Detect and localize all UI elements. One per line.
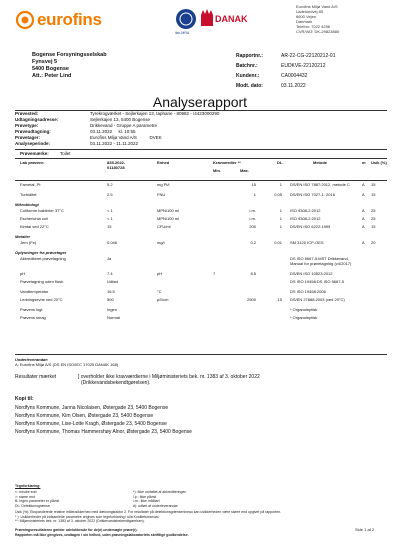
sampling-address-label: Udtagningsadresse:	[15, 117, 59, 122]
copy-line: Nordfyns Kommune, Janna Nicolaisen, Østergade 23, 5400 Bogense	[15, 405, 169, 411]
sample-mark-label: Prøvemærke:	[20, 151, 49, 156]
cell-method: ISO 9308-2:2012	[290, 216, 321, 221]
recipient-line: Bogense Forsyningsselskab	[32, 52, 107, 58]
received-date-label: Modt. dato:	[236, 83, 263, 89]
cell-param: Prøvens lugt	[20, 307, 43, 312]
lab-address-line: Danmark	[296, 19, 313, 24]
cell-method: * Organoleptisk	[290, 307, 318, 312]
cell-method: SM 3120 ICP-OES	[290, 240, 324, 245]
cell-param: Vandtemperatur	[20, 289, 49, 294]
cell-max: i.m.	[249, 216, 256, 221]
subcontractors-title: Underleverandør:	[15, 357, 49, 362]
cell-unc: 25	[371, 208, 376, 213]
group-heading: Metaller	[15, 234, 31, 239]
cell-unit: MPN/100 ml	[157, 208, 180, 213]
cell-val: Normal	[107, 315, 120, 320]
received-date-value: 03.11.2022	[281, 83, 306, 89]
cell-val: Ingen	[107, 307, 118, 312]
report-number-label: Rapportnr.:	[236, 53, 263, 59]
footer-note-2: Rapporten må ikke gengives, undtagen i sin helhed, uden prøvningslaboratoriets skriftlige godkendelse.	[15, 533, 189, 537]
subcontractors	[15, 357, 118, 367]
col-method: Metode	[313, 160, 327, 165]
copies	[15, 396, 192, 436]
customer-number-label: Kundenr.:	[236, 73, 260, 79]
lab-address-line: CVR/VAT: DK-29823880	[296, 29, 340, 34]
legend-item: *): Ikke omfattet af akkrediteringen	[133, 490, 187, 494]
cell-max: 0.2	[250, 240, 256, 245]
cell-max: 1	[253, 192, 256, 197]
copy-line: Nordfyns Kommune, Thomas Hammershøy Alnor, Østergade 23, 5400 Bogense	[15, 429, 192, 435]
lab-address-line: 6600 Vejen	[296, 14, 317, 19]
cell-val: Udført	[107, 279, 119, 284]
subcontractors-line: A: Eurofins Miljø A/S (DS EN ISO/IEC 17025 DANAK 168)	[15, 362, 119, 367]
report-title: Analyserapport	[152, 94, 248, 110]
cell-m: A	[362, 216, 365, 221]
cell-val: 2.5	[107, 192, 113, 197]
cell-dl: 0.01	[274, 240, 282, 245]
cell-dl: 1	[279, 216, 282, 221]
cell-max: 200	[249, 224, 256, 229]
cell-val: Ja	[107, 256, 112, 261]
cell-m: A	[362, 182, 365, 187]
legend-item: <: mindre end	[15, 490, 37, 494]
cell-val: 16.5	[107, 289, 115, 294]
footnote: Usik (%): Ekspanderede relative måleusikkerhed med dækningsfaktor 2. For resultater på detektionsgrænseniveau kan usikkerheden være større end opgivet på rapporten.	[15, 510, 282, 514]
danak-crown-icon	[200, 9, 214, 27]
footnote: **: Miljøministeriets bek. nr. 1383 af 3. oktober 2022 (Drikkevandsbekendtgørelsen).	[15, 519, 145, 523]
batch-number-label: Batchnr.:	[236, 63, 258, 69]
cell-m: A	[362, 192, 365, 197]
eurofins-logo-icon	[15, 10, 35, 30]
cell-dl: 1	[279, 182, 282, 187]
cell-method: DS ISO 5667-5:MST Drikkevand, Manual for prøvetagning (v4/2017)	[290, 256, 352, 266]
report-number-value: AR-22-CG-22120212-01	[281, 53, 336, 59]
col-dl: DL.	[277, 160, 284, 165]
cell-param: pH	[20, 271, 26, 276]
cell-unit: CFU/ml	[157, 224, 171, 229]
col-unit: Enhed	[157, 160, 170, 165]
legend-item: B: Ingen parameter er påvist	[15, 499, 60, 503]
legend	[15, 484, 387, 544]
sampler-value: Eurofins Miljø Vand A/S DVEK	[90, 135, 162, 140]
cell-param: Akkrediteret prøvetagning	[20, 256, 66, 261]
col-lab: Lab prøvenr:	[20, 160, 45, 165]
cell-unc: 20	[371, 240, 376, 245]
cell-max: i.m.	[249, 208, 256, 213]
cell-val: < 1	[107, 208, 113, 213]
legend-item: >: større end	[15, 494, 35, 499]
cell-param: Jern (Fe)	[20, 240, 37, 245]
cell-param: Farvetal, Pt	[20, 182, 41, 187]
customer-number-value: CA0004432	[281, 73, 308, 79]
legend-item: DL: Detektionsgrænse	[15, 503, 50, 508]
result-statement	[15, 374, 387, 390]
cell-unit: µS/cm	[157, 297, 169, 302]
cell-val: 5.2	[107, 182, 113, 187]
sample-type-value: Drikkevand - Gruppe A parametre	[90, 123, 158, 128]
results-table	[15, 182, 387, 352]
batch-number-value: EUDKVE-22120212	[281, 63, 326, 69]
cell-m: A	[362, 224, 365, 229]
cell-unit: °C	[157, 289, 162, 294]
lab-address-line: Telefon: 7022 4256	[296, 24, 331, 29]
cell-unc: 15	[371, 182, 376, 187]
analysis-period-value: 03.11.2022 - 11.11.2022	[90, 141, 139, 146]
copy-line: Nordfyns Kommune, Kim Olsen, Østergade 23, 5400 Bogense	[15, 413, 154, 419]
cell-dl: 1	[279, 208, 282, 213]
col-uncertainty: Usik (%)	[371, 160, 387, 165]
col-m: m	[362, 160, 366, 165]
cell-max: 2500	[247, 297, 256, 302]
result-text-2: (Drikkevandsbekendtgørelsen).	[81, 380, 151, 386]
eurofins-logo	[15, 9, 105, 31]
legend-item: #): udført af underleverandør	[133, 503, 178, 508]
cell-unit: pH	[157, 271, 163, 276]
cell-method: DS/EN ISO 7027-1: 2016	[290, 192, 335, 197]
group-heading: Oplysninger fra prøvetager	[15, 250, 67, 255]
col-limits: Kravværdier **	[213, 160, 241, 165]
cell-method: DS/EN ISO 10523:2012	[290, 271, 333, 276]
eurofins-logo-text: eurofins	[37, 10, 102, 29]
cell-unc: 15	[371, 224, 376, 229]
cell-val: 500	[107, 297, 114, 302]
cell-val: 7.4	[107, 271, 113, 276]
legend-right	[133, 490, 186, 508]
copy-line: Nordfyns Kommune, Lise-Lotte Kragh, Østergade 23, 5400 Bogense	[15, 421, 167, 427]
cell-method: DS ISO 19458:DS ISO 5667-5	[290, 279, 345, 284]
cell-param: Ledningsevne ved 20°C	[20, 297, 63, 302]
danak-logo	[200, 9, 246, 29]
cell-param: Prøvetagning oden flush	[20, 279, 64, 284]
cell-unc: 15	[371, 192, 376, 197]
cell-param: Coliforme bakterier 37°C	[20, 208, 64, 213]
cell-m: A	[362, 240, 365, 245]
results-table-header	[15, 160, 387, 180]
cell-method: DS/EN ISO 7887:2012, metode C	[290, 182, 350, 187]
cell-val: 15	[107, 224, 112, 229]
group-heading: Mikrobiologi	[15, 202, 39, 207]
ilac-mra-logo	[175, 8, 197, 35]
sample-info	[15, 111, 387, 147]
cell-max: 15	[251, 182, 256, 187]
footnote: * ): Usikkerheder på indsamlede parametre angives som tegnforklaring i ulla Kvalitetsmanual.	[15, 514, 160, 519]
cell-unit: mg Pt/l	[157, 182, 170, 187]
result-label: Resultater mærket	[15, 374, 57, 380]
result-text: ] overholder ikke kravværdierne i Miljøministeriets bek. nr. 1383 af 3. oktober 2022	[78, 374, 260, 380]
cell-m: A	[362, 208, 365, 213]
cell-method: ISO 9308-2:2012	[290, 208, 321, 213]
legend-title: Tegnforklaring:	[15, 484, 41, 488]
ilac-text: ilac-MRA	[175, 31, 190, 35]
copies-title: Kopi til:	[15, 396, 34, 402]
cell-unit: MPN/100 ml	[157, 216, 180, 221]
lab-address-line: Eurofins Miljø Vand A/S	[296, 4, 338, 9]
col-min: Min.	[213, 168, 221, 173]
cell-val: 0.046	[107, 240, 118, 245]
cell-param: Prøvens smag	[20, 315, 46, 320]
cell-param: Kimtal ved 22°C	[20, 224, 49, 229]
analysis-period-label: Analyseperiode:	[15, 141, 51, 146]
legend-item: i.p.: Ikke påvist	[133, 494, 157, 499]
footnotes	[15, 510, 387, 524]
cell-min: 7	[213, 271, 216, 276]
recipient-line: Fynsvej 5	[32, 59, 58, 65]
cell-method: * Organoleptisk	[290, 315, 318, 320]
cell-unit: FNU	[157, 192, 166, 197]
col-max: Max.	[240, 168, 249, 173]
cell-param: Turbiditet	[20, 192, 37, 197]
cell-param: Escherichia coli	[20, 216, 48, 221]
cell-max: 8.5	[250, 271, 256, 276]
sampler-label: Prøvetager:	[15, 135, 41, 140]
report-meta	[236, 53, 386, 93]
cell-dl: 1	[279, 224, 282, 229]
cell-method: DS/EN 27888:2003 (ved 20°C)	[290, 297, 345, 302]
sample-site-label: Prøvested:	[15, 111, 39, 116]
recipient-line: Att.: Peter Lind	[32, 73, 72, 79]
lab-address-line: Ladelundvej 85	[296, 9, 324, 14]
cell-unc: 25	[371, 216, 376, 221]
cell-method: DS ISO 19458:2006	[290, 289, 326, 294]
sampling-date-label: Prøveudtagning:	[15, 129, 51, 134]
footer-note-1: Prøvningsresultaterne gælder udelukkende for de(n) undersøgte prøve(r).	[15, 528, 138, 532]
sample-mark-value: Toilet	[60, 151, 71, 156]
lab-address	[296, 4, 339, 34]
cell-val: < 1	[107, 216, 113, 221]
cell-method: DS/EN ISO 6222:1999	[290, 224, 331, 229]
legend-left	[15, 490, 59, 508]
cell-unit: mg/l	[157, 240, 165, 245]
page-number: Side 1 af 2	[355, 527, 375, 532]
sample-type-label: Prøvetype:	[15, 123, 39, 128]
cell-dl: 0.05	[274, 192, 282, 197]
sample-site-value: Tyrekrogværket - Sejlerkajen 13, taphane - 80982 - /4423000290	[90, 111, 220, 116]
col-sample-id: 835-2022-01180728	[107, 160, 126, 170]
cell-dl: 15	[277, 297, 282, 302]
danak-text: DANAK	[215, 14, 248, 24]
sampling-address-value: Sejlerkajen 13, 5400 Bogense	[90, 117, 151, 122]
recipient-line: 5400 Bogense	[32, 66, 69, 72]
legend-item: i.m.: Ikke målbart	[133, 499, 160, 503]
sampling-date-value: 03.11.2022 kl. 10:55	[90, 129, 136, 134]
recipient-address	[32, 52, 107, 80]
sample-mark	[20, 151, 220, 157]
